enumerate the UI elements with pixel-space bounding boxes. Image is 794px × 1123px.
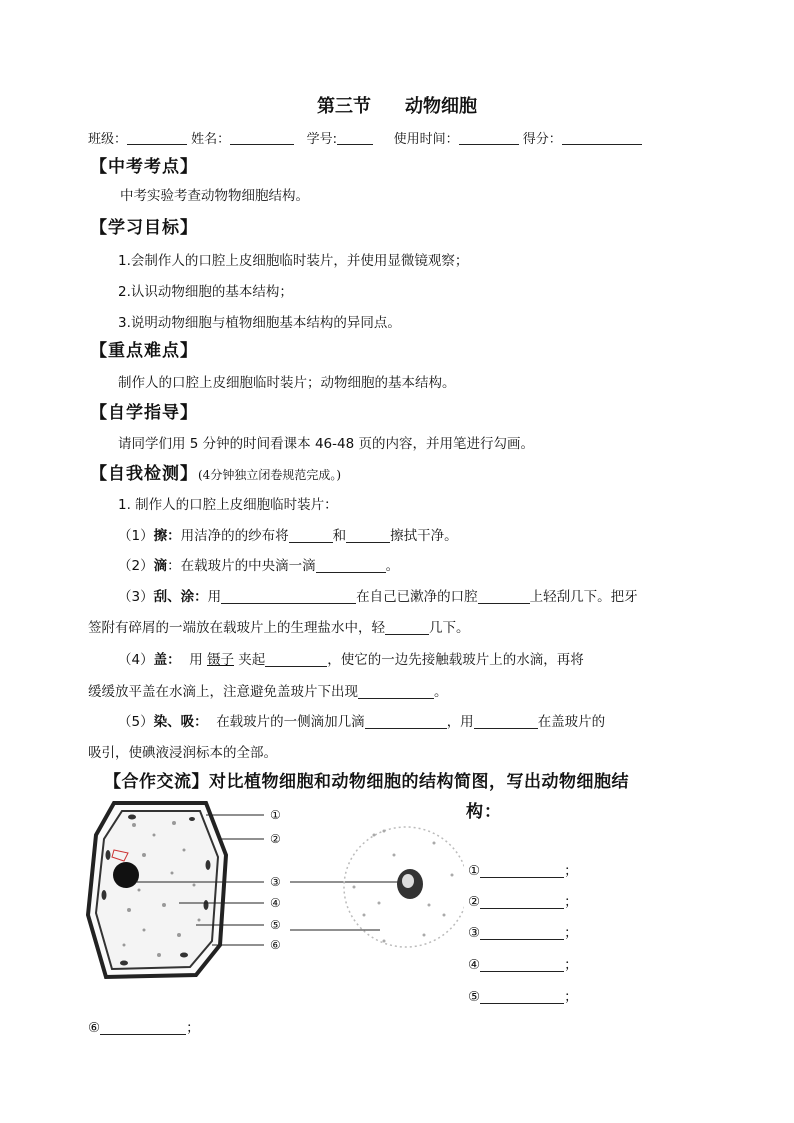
- blank-gua-1[interactable]: [221, 589, 356, 604]
- class-field[interactable]: [127, 131, 187, 145]
- id-label: 学号:: [306, 132, 337, 147]
- answer-1: ① ；: [468, 863, 578, 879]
- diagram-label-5: ⑤: [270, 918, 281, 932]
- zixue-text: 请同学们用 5 分钟的时间看课本 46-48 页的内容，并用笔进行勾画。: [118, 436, 534, 452]
- id-field[interactable]: [337, 131, 373, 145]
- hezuo-text-cont: 构：: [466, 802, 502, 822]
- answer-6: ⑥ ；: [88, 1020, 200, 1036]
- plant-cell: [88, 803, 226, 977]
- check-step-gai-cont: 缓缓放平盖在水滴上，注意避免盖玻片下出现 。: [88, 684, 448, 700]
- check-step-ca: （1）擦：用洁净的的纱布将 和 擦拭干净。: [118, 528, 458, 544]
- blank-ca-2[interactable]: [346, 528, 390, 543]
- blank-gua-2[interactable]: [478, 589, 530, 604]
- section-heading-kaodian: 【中考考点】: [90, 157, 198, 177]
- kaodian-text: 中考实验考查动物物细胞结构。: [120, 188, 309, 204]
- answer-1-field[interactable]: [480, 863, 564, 878]
- check-step-gua: （3）刮、涂：用 在自己已漱净的口腔 上轻刮几下。把牙: [118, 589, 638, 605]
- section-heading-zhongdian: 【重点难点】: [90, 341, 198, 361]
- blank-gua-3[interactable]: [385, 620, 429, 635]
- blank-di[interactable]: [316, 558, 386, 573]
- jiance-note: (4分钟独立闭卷规范完成。): [198, 468, 341, 482]
- name-label: 姓名：: [191, 132, 231, 147]
- section-heading-jiance: 【自我检测】(4分钟独立闭卷规范完成。): [90, 464, 341, 484]
- page-title: [0, 92, 794, 118]
- answer-3: ③ ；: [468, 925, 578, 941]
- blank-gai-1[interactable]: [265, 652, 327, 667]
- blank-ca-1[interactable]: [289, 528, 333, 543]
- check-step-gai: （4）盖： 用 镊子 夹起 ，使它的一边先接触载玻片上的水滴，再将: [118, 652, 584, 668]
- goal-3: 3.说明动物细胞与植物细胞基本结构的异同点。: [118, 315, 401, 331]
- blank-ran-2[interactable]: [474, 714, 538, 729]
- answer-5-field[interactable]: [480, 989, 564, 1004]
- animal-cell: [344, 827, 464, 947]
- diagram-label-3: ③: [270, 875, 281, 889]
- diagram-label-1: ①: [270, 808, 281, 822]
- answer-2: ② ；: [468, 894, 578, 910]
- goal-1: 1.会制作人的口腔上皮细胞临时装片，并使用显微镜观察；: [118, 253, 469, 269]
- answer-3-field[interactable]: [480, 925, 564, 940]
- time-label: 使用时间：: [393, 132, 459, 147]
- diagram-label-2: ②: [270, 832, 281, 846]
- name-field[interactable]: [230, 131, 294, 145]
- check-step-ran-cont: 吸引，使碘液浸润标本的全部。: [88, 745, 277, 761]
- section-heading-hezuo: 【合作交流】对比植物细胞和动物细胞的结构简图，写出动物细胞结: [104, 772, 629, 792]
- diagram-label-4: ④: [270, 896, 281, 910]
- check-q1: 1. 制作人的口腔上皮细胞临时装片：: [118, 497, 338, 513]
- blank-gai-2[interactable]: [358, 684, 434, 699]
- score-label: 得分：: [522, 132, 562, 147]
- time-field[interactable]: [459, 131, 519, 145]
- answer-2-field[interactable]: [480, 894, 564, 909]
- cell-comparison-diagram: [84, 795, 464, 985]
- answer-4-field[interactable]: [480, 957, 564, 972]
- section-title: 动物细胞: [405, 96, 477, 117]
- answer-4: ④ ；: [468, 957, 578, 973]
- check-step-di: （2）滴：在载玻片的中央滴一滴 。: [118, 558, 400, 574]
- section-heading-mubiao: 【学习目标】: [90, 218, 198, 238]
- check-step-ran: （5）染、吸： 在载玻片的一侧滴加几滴 ，用 在盖玻片的: [118, 714, 606, 730]
- student-info-line: [88, 128, 642, 147]
- diagram-label-6: ⑥: [270, 938, 281, 952]
- answer-6-field[interactable]: [100, 1020, 186, 1035]
- goal-2: 2.认识动物细胞的基本结构；: [118, 284, 293, 300]
- check-step-gua-cont: 签附有碎屑的一端放在载玻片上的生理盐水中，轻 几下。: [88, 620, 470, 636]
- answer-5: ⑤ ；: [468, 989, 578, 1005]
- section-number: 第三节: [317, 96, 371, 117]
- class-label: 班级：: [88, 132, 128, 147]
- section-heading-zixue: 【自学指导】: [90, 403, 198, 423]
- zhongdian-text: 制作人的口腔上皮细胞临时装片；动物细胞的基本结构。: [118, 375, 456, 391]
- score-field[interactable]: [562, 131, 642, 145]
- blank-ran-1[interactable]: [365, 714, 447, 729]
